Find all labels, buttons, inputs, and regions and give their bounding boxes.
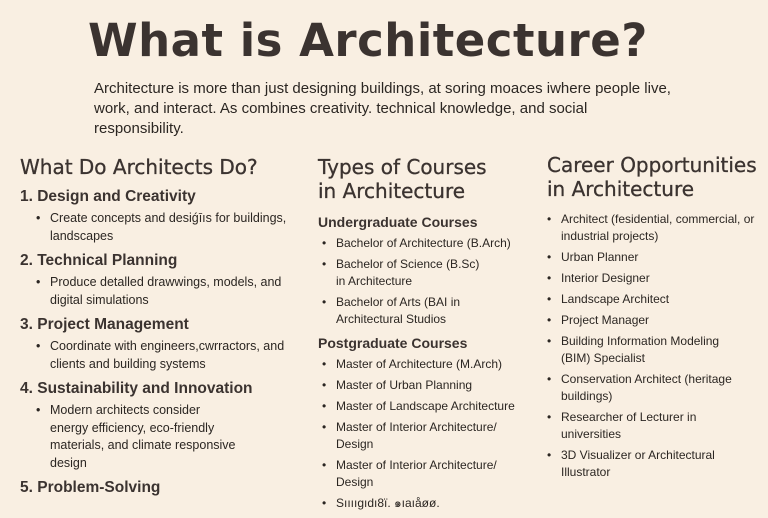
architects-do-column [20,150,305,504]
page-title: What is Architecture? [88,14,648,67]
list-item: • Bachelor of Arts (BAI in Architectural Studios [322,294,486,328]
section-title: 4. Sustainability and Innovation [20,380,253,397]
list-item: • Master of Architecture (M.Arch) [322,356,543,373]
bullet-list [20,338,305,373]
career-heading [547,153,768,201]
section-technical [20,251,305,309]
career-column [547,150,768,485]
list-item: • Conservation Architect (heritage buildings) [547,371,741,405]
list-item: • Modern architects consider energy efficiency, eco-friendly materials, and climate responsive design [36,402,240,472]
architects-do-heading: What Do Architects Do? [20,155,258,179]
section-title: 2. Technical Planning [20,252,178,269]
list-item: • Bachelor of Science (B.Sc) in Architecture [322,256,486,290]
section-design [20,187,305,245]
bullet-list [20,402,305,472]
list-item: • Master of Landscape Architecture [322,398,543,415]
list-item: • Interior Designer [547,270,768,287]
list-item: • Urban Planner [547,249,768,266]
list-item: • Create concepts and desiǵīıs for buildings, landscapes [36,210,305,245]
undergraduate-title: Undergraduate Courses [318,214,478,230]
section-problem-solving [20,478,305,498]
undergraduate-group [318,213,543,328]
heading-line: Types of Courses [318,155,487,179]
list-item: • Bachelor of Architecture (B.Arch) [322,235,543,252]
postgraduate-group [318,334,543,512]
list-item: • Coordinate with engineers,cwrractors, and clients and building systems [36,338,305,373]
section-title: 1. Design and Creativity [20,188,196,205]
list-item: • Sııııgıdı8ï. ๑ıaıåøø. [322,495,543,512]
list-item: • Master of Interior Architecture/ Design [322,419,516,453]
list-item: • 3D Visualizer or Architectural Illustrator [547,447,751,481]
section-title: 5. Problem-Solving [20,479,161,496]
list-item: • Master of Interior Architecture/ Design [322,457,516,491]
list-item: • Building Information Modeling (BIM) Specialist [547,333,741,367]
list-item: • Researcher of Lecturer in universities [547,409,731,443]
heading-line: in Architecture [547,177,695,201]
intro-paragraph: Architecture is more than just designing buildings, at soring moaces iwhere people live, work, and interact. As combines creativity. technical knowledge, and social responsibility. [94,80,671,137]
section-sustainability [20,379,305,472]
list-item: • Master of Urban Planning [322,377,543,394]
bullet-list [20,210,305,245]
list-item: • Landscape Architect [547,291,768,308]
section-title: 3. Project Management [20,316,189,333]
bullet-list [20,274,305,309]
career-list [547,211,768,481]
course-types-heading [318,155,543,203]
postgraduate-title: Postgraduate Courses [318,335,468,351]
list-item: • Project Manager [547,312,768,329]
section-project [20,315,305,373]
heading-line: Career Opportunities [547,153,757,177]
bullet-list [318,356,543,512]
list-item: • Architect (fesidential, commercial, or industrial projects) [547,211,768,245]
heading-line: in Architecture [318,179,466,203]
list-item: • Produce detalled drawwings, models, and digital simulations [36,274,305,309]
course-types-column [318,150,543,518]
bullet-list [318,235,543,328]
